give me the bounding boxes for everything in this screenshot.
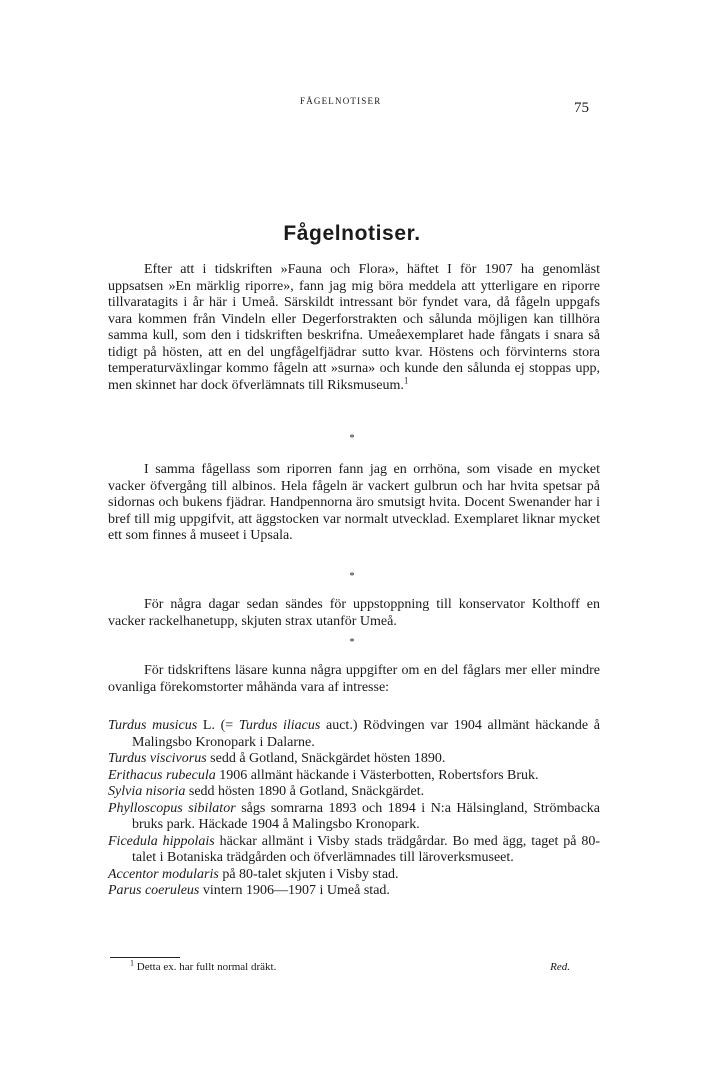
- footnote: [130, 958, 600, 974]
- paragraph-1-text: Efter att i tidskriften »Fauna och Flora», häftet I för 1907 ha genomläst uppsatsen »En märklig riporre», fann jag mig böra meddela att ytterligare en riporre tillvaratagits i år här i Umeå. Särskildt intressant bör fyndet vara, då fågeln uppgafs vara kommen från Vindeln eller Degerforstrakten och sålunda möjligen kan tillhöra samma kull, som den i tidskriften beskrifna. Umeåexemplaret hade fångats i snara så tidigt på hösten, att en del ungfågelfjädrar sutto kvar. Höstens och förvinterns stora temperaturväxlingar kommo fågeln att »surna» och kunde den sålunda ej stoppas upp, men skinnet har dock öfverlämnats till Riksmuseum.: [108, 262, 600, 393]
- running-head: FÅGELNOTISER: [300, 96, 382, 106]
- species-name: Turdus musicus: [108, 718, 198, 733]
- list-item: [108, 883, 600, 900]
- paragraph-4-text: För tidskriftens läsare kunna några uppgifter om en del fåglars mer eller mindre ovanliga förekomstorter måhända vara af intresse:: [108, 663, 600, 695]
- list-item: [108, 867, 600, 884]
- list-item: [108, 801, 600, 834]
- entry-text: sågs somrarna 1893 och 1894 i N:a Hälsingland, Strömbacka bruks park. Häckade 1904 å Malingsbo Kronopark.: [132, 800, 600, 832]
- paragraph-2-text: I samma fågellass som riporren fann jag en orrhöna, som visade en mycket vacker öfvergång till albinos. Hela fågeln är vackert gulbrun och har hvita spetsar på sidornas och bukens fjädrar. Handpennorna äro smutsigt hvita. Docent Swenander har i bref till mig uppgifvit, att äggstocken var normalt utvecklad. Exemplaret liknar mycket ett som finnes å museet i Upsala.: [108, 462, 600, 543]
- paragraph-3: [108, 597, 600, 630]
- list-item: [108, 834, 600, 867]
- entry-text: auct.) Rödvingen var 1904 allmänt häckande å Malingsbo Kronopark i Dalarne.: [132, 718, 600, 750]
- footnote-text: Detta ex. har fullt normal dräkt.: [136, 961, 277, 973]
- entry-text: häckar allmänt i Visby stads trädgårdar. Bo med ägg, taget på 80-talet i Botaniska trädgården och öfverlämnades till läroverksmuseet.: [132, 833, 600, 865]
- section-separator: *: [349, 571, 355, 582]
- paragraph-1: [108, 262, 600, 394]
- entry-text: 1906 allmänt häckande i Västerbotten, Robertsfors Bruk.: [215, 767, 539, 783]
- paragraph-4: [108, 663, 600, 696]
- paragraph-2: [108, 462, 600, 545]
- entry-text: vintern 1906—1907 i Umeå stad.: [199, 883, 390, 898]
- list-item: [108, 768, 600, 785]
- species-name: Sylvia nisoria: [108, 784, 186, 799]
- article-title: Fågelnotiser.: [283, 222, 421, 245]
- list-item: [108, 784, 600, 801]
- species-name: Phylloscopus sibilator: [108, 800, 236, 816]
- footnote-reference: 1: [403, 374, 409, 385]
- entry-text: på 80-talet skjuten i Visby stad.: [218, 866, 399, 882]
- footnote-signature: Red.: [550, 961, 570, 973]
- entry-text: L. (=: [197, 718, 239, 733]
- section-separator: *: [349, 433, 355, 444]
- species-synonym: Turdus iliacus: [238, 718, 321, 733]
- footnote-divider: [110, 957, 180, 958]
- page-number: 75: [574, 100, 589, 116]
- species-name: Parus coeruleus: [108, 883, 200, 898]
- entry-text: sedd å Gotland, Snäckgärdet hösten 1890.: [206, 751, 446, 766]
- footnote-mark: 1: [130, 958, 134, 968]
- list-item: [108, 718, 600, 751]
- list-item: [108, 751, 600, 768]
- species-list: [108, 718, 600, 900]
- species-name: Ficedula hippolais: [108, 833, 215, 849]
- entry-text: sedd hösten 1890 å Gotland, Snäckgärdet.: [185, 784, 425, 799]
- species-name: Turdus viscivorus: [108, 751, 207, 766]
- species-name: Erithacus rubecula: [108, 767, 216, 783]
- section-separator: *: [349, 637, 355, 648]
- species-name: Accentor modularis: [108, 866, 219, 882]
- paragraph-3-text: För några dagar sedan sändes för uppstoppning till konservator Kolthoff en vacker rackelhanetupp, skjuten strax utanför Umeå.: [108, 597, 600, 629]
